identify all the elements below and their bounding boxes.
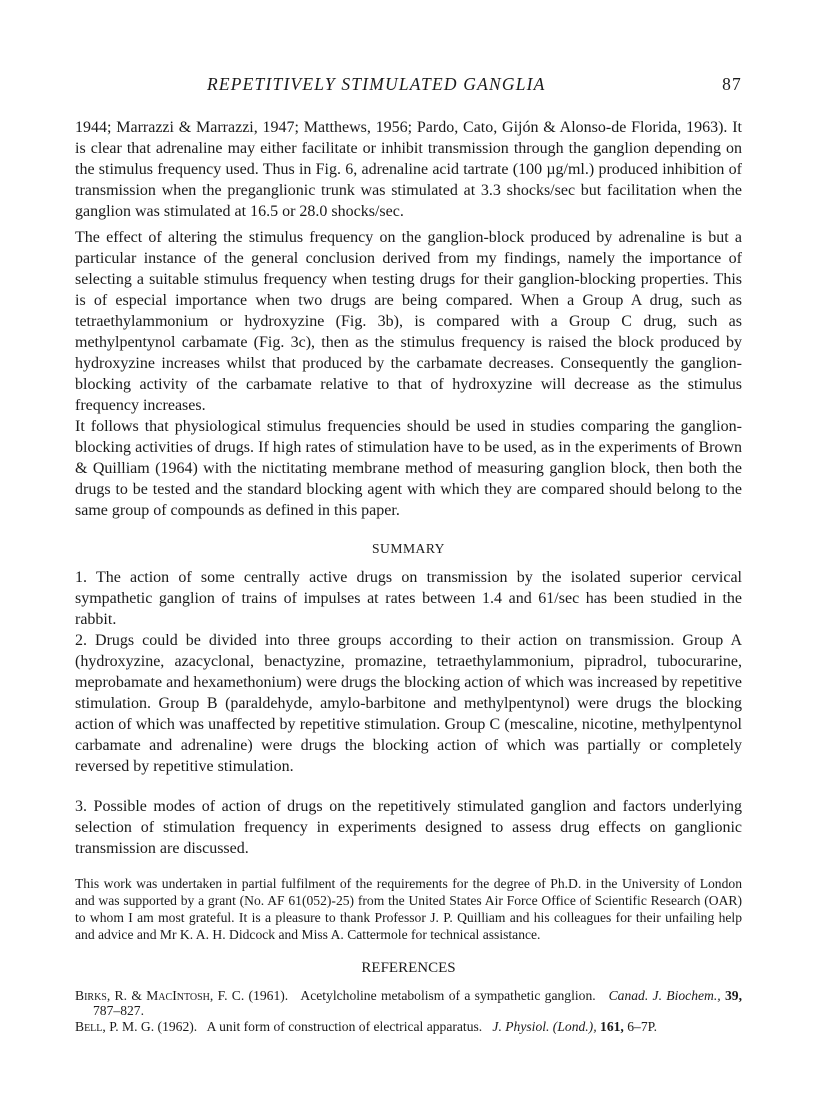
references-heading: REFERENCES (361, 960, 456, 976)
reference-item (75, 988, 742, 1018)
body-paragraph: The effect of altering the stimulus frequency on the ganglion-block produced by adrenaline is but a particular instance of the general conclusion derived from my findings, namely the importance of selecting a suitable stimulus frequency when testing drugs for their ganglion-blocking properties. This is of especial importance when two drugs are being compared. When a Group A drug, such as tetraethylammonium or hydroxyzine (Fig. 3b), is compared with a Group C drug, such as methylpentynol carbamate (Fig. 3c), then as the stimulus frequency is raised the block produced by hydroxyzine increases whilst that produced by the carbamate decreases. Consequently the ganglion-blocking activity of the carbamate relative to that of hydroxyzine will decrease as the stimulus frequency increases. (75, 229, 742, 414)
summary-item: 3. Possible modes of action of drugs on the repetitively stimulated ganglion and factors underlying selection of stimulation frequency in experiments designed to assess drug effects on ganglionic transmission are discussed. (75, 798, 742, 857)
summary-heading: SUMMARY (371, 541, 445, 556)
ref-journal: J. Physiol. (Lond.), (492, 1019, 597, 1034)
ref-title: A unit form of construction of electrical apparatus. (206, 1019, 483, 1034)
acknowledgement: This work was undertaken in partial fulfilment of the requirements for the degree of Ph.D. in the University of London and was supported by a grant (No. AF 61(052)-25) from the United States Air Force Office of Scientific Research (OAR) to whom I am most grateful. It is a pleasure to thank Professor J. P. Quilliam and his colleagues for their unfailing help and advice and Mr K. A. H. Didcock and Miss A. Cattermole for technical assistance. (75, 876, 742, 942)
ref-title: Acetylcholine metabolism of a sympathetic ganglion. (300, 988, 596, 1003)
ref-pages: 6–7P. (627, 1019, 658, 1034)
reference-item (75, 1019, 742, 1034)
ref-volume: 39, (724, 988, 742, 1003)
running-title: REPETITIVELY STIMULATED GANGLIA (207, 74, 546, 94)
ref-journal: Canad. J. Biochem., (608, 988, 721, 1003)
ref-volume: 161, (600, 1019, 624, 1034)
body-paragraph: 1944; Marrazzi & Marrazzi, 1947; Matthews, 1956; Pardo, Cato, Gijón & Alonso-de Florida, 1963). It is clear that adrenaline may either facilitate or inhibit transmission through the ganglion depending on the stimulus frequency used. Thus in Fig. 6, adrenaline acid tartrate (100 µg/ml.) produced inhibition of transmission when the preganglionic trunk was stimulated at 3.3 shocks/sec but facilitation when the ganglion was stimulated at 16.5 or 28.0 shocks/sec. (75, 119, 742, 220)
summary-item: 1. The action of some centrally active drugs on transmission by the isolated superior cervical sympathetic ganglion of trains of impulses at rates between 1.4 and 61/sec has been studied in the rabbit. (75, 569, 742, 628)
ref-pages: 787–827. (93, 1003, 144, 1018)
ref-authors: Bell, P. M. G. (1962). (75, 1019, 198, 1034)
body-paragraph: It follows that physiological stimulus frequencies should be used in studies comparing the ganglion-blocking activities of drugs. If high rates of stimulation have to be used, as in the experiments of Brown & Quilliam (1964) with the nictitating membrane method of measuring ganglion block, then both the drugs to be tested and the standard blocking agent with which they are compared should belong to the same group of compounds as defined in this paper. (75, 418, 742, 519)
summary-item: 2. Drugs could be divided into three groups according to their action on transmission. Group A (hydroxyzine, azacyclonal, benactyzine, promazine, tetraethylammonium, pipradrol, tubocurarine, meprobamate and hexamethonium) were drugs the blocking action of which was increased by repetitive stimulation. Group B (paraldehyde, amylo-barbitone and methylpentynol) were drugs the blocking action of which was unaffected by repetitive stimulation. Group C (mescaline, nicotine, methylpentynol carbamate and adrenaline) were drugs the blocking action of which was partially or completely reversed by repetitive stimulation. (75, 632, 742, 775)
ref-authors: Birks, R. & MacIntosh, F. C. (1961). (75, 988, 289, 1003)
page-number: 87 (722, 74, 742, 94)
